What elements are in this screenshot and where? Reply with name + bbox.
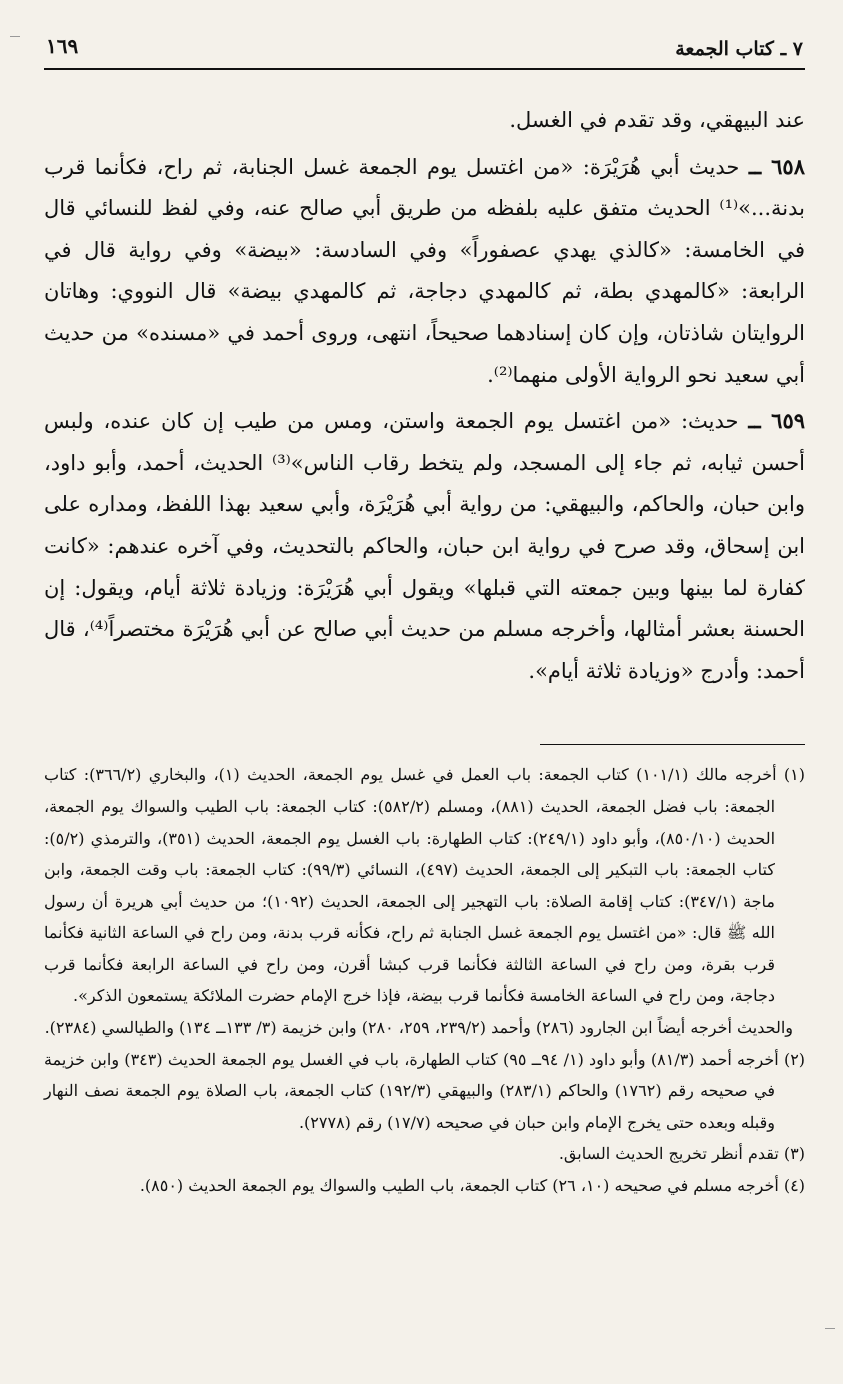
- book-page: [44, 30, 805, 1364]
- footnote-text: أخرجه مسلم في صحيحه (١٠، ٢٦) كتاب الجمعة، باب الطيب والسواك يوم الجمعة الحديث (٨٥٠).: [139, 1176, 779, 1196]
- footnote-3: [44, 1138, 805, 1170]
- hadith-number: ٦٥٩ ــ: [748, 408, 806, 434]
- footnote-text: والحديث أخرجه أيضاً ابن الجارود (٢٨٦) وأحمد (٢٣٩/٢، ٢٥٩، ٢٨٠) وابن خزيمة (٣/ ١٣٣ــ ١٣٤) والطيالسي (٢٣٨٤).: [44, 1018, 793, 1038]
- scan-edge-mark: [825, 1328, 835, 1329]
- footnotes: [44, 759, 805, 1201]
- running-header: [44, 30, 805, 70]
- footnote-4: [44, 1170, 805, 1202]
- footnote-1: [44, 759, 805, 1012]
- footnote-1-continuation: [44, 1012, 805, 1044]
- paragraph-text: عند البيهقي، وقد تقدم في الغسل.: [509, 108, 805, 132]
- hadith-659: [44, 400, 805, 692]
- hadith-658: [44, 146, 805, 397]
- footnote-marker: (٤): [783, 1176, 805, 1196]
- footnote-text: أخرجه مالك (١٠١/١) كتاب الجمعة: باب العمل في غسل يوم الجمعة، الحديث (١)، والبخاري (٣٦٦/٢): كتاب الجمعة: باب فضل الجمعة، الحديث (٨٨١)، ومسلم (٥٨٢/٢): كتاب الجمعة: باب الطيب والسواك يوم الجمعة، الحديث (٨٥٠/١٠)، وأبو داود (٢٤٩/١): كتاب الطهارة: باب الغسل يوم الجمعة، الحديث (٣٥١)، والترمذي (٥/٢): كتاب الجمعة: باب التبكير إلى الجمعة، الحديث (٤٩٧)، النسائي (٩٩/٣): كتاب الجمعة: باب وقت الجمعة، وابن ماجة (٣٤٧/١): كتاب إقامة الصلاة: باب التهجير إلى الجمعة، الحديث (١٠٩٢)؛ من حديث أبي هريرة أن رسول الله ﷺ قال: «من اغتسل يوم الجمعة غسل الجنابة ثم راح، فكأنه قرب بدنة، ومن راح في الساعة الثانية فكأنما قرب بقرة، ومن راح في الساعة الثالثة فكأنما قرب كبشا أقرن، ومن راح في الساعة الرابعة فكأنما قرب دجاجة، ومن راح في الساعة الخامسة فكأنما قرب بيضة، فإذا خرج الإمام حضرت الملائكة يستمعون الذكر».: [44, 765, 777, 1006]
- page-number: ١٦٩: [46, 34, 79, 58]
- footnote-marker: (١): [783, 765, 805, 785]
- hadith-number: ٦٥٨ ــ: [748, 153, 805, 179]
- footnote-marker: (٣): [783, 1144, 805, 1164]
- hadith-text: حديث: «من اغتسل يوم الجمعة واستن، ومس من طيب إن كان عنده، ولبس أحسن ثيابه، ثم جاء إلى المسجد، ولم يتخط رقاب الناس»⁽³⁾ الحديث، أحمد، وأبو داود، وابن حبان، والحاكم، والبيهقي: من رواية أبي هُرَيْرَة، وأبي سعيد بهذا اللفظ، ومداره على ابن إسحاق، وقد صرح في رواية ابن حبان، والحاكم بالتحديث، وفي آخره عندهم: «كانت كفارة لما بينها وبين جمعته التي قبلها» ويقول أبي هُرَيْرَة: وزيادة ثلاثة أيام، ويقول: إن الحسنة بعشر أمثالها، وأخرجه مسلم من حديث أبي صالح عن أبي هُرَيْرَة مختصراً⁽⁴⁾، قال أحمد: وأدرج «وزيادة ثلاثة أيام».: [44, 409, 806, 683]
- footnote-separator: [540, 744, 805, 745]
- chapter-title: ٧ ـ كتاب الجمعة: [675, 38, 803, 60]
- paragraph-intro: [44, 100, 805, 142]
- main-text: [44, 100, 805, 692]
- hadith-text: حديث أبي هُرَيْرَة: «من اغتسل يوم الجمعة غسل الجنابة، ثم راح، فكأنما قرب بدنة...»⁽¹⁾ الحديث متفق عليه بلفظه من طريق أبي صالح عنه، وفي لفظ للنسائي قال في الخامسة: «كالذي يهدي عصفوراً» وفي السادسة: «بيضة» وفي رواية قال في الرابعة: «كالمهدي بطة، ثم كالمهدي دجاجة، ثم كالمهدي بيضة» قال النووي: وهاتان الروايتان شاذتان، وإن كان إسنادهما صحيحاً، انتهى، وروى أحمد في «مسنده» من حديث أبي سعيد نحو الرواية الأولى منهما⁽²⁾.: [44, 154, 805, 387]
- footnote-2: [44, 1044, 805, 1139]
- footnote-marker: (٢): [783, 1049, 806, 1069]
- footnote-text: أخرجه أحمد (٨١/٣) وأبو داود (١/ ٩٤ــ ٩٥) كتاب الطهارة، باب في الغسل يوم الجمعة الحديث (٣٤٣) وابن خزيمة في صحيحه رقم (١٧٦٢) والحاكم (٢٨٣/١) والبيهقي (١٩٢/٣) كتاب الجمعة، باب الصلاة يوم الجمعة نصف النهار وقبله وبعده حتى يخرج الإمام وابن حبان في صحيحه (١٧/٧) رقم (٢٧٧٨).: [44, 1049, 779, 1132]
- scan-edge-mark: [10, 36, 20, 37]
- footnote-text: تقدم أنظر تخريج الحديث السابق.: [558, 1144, 779, 1164]
